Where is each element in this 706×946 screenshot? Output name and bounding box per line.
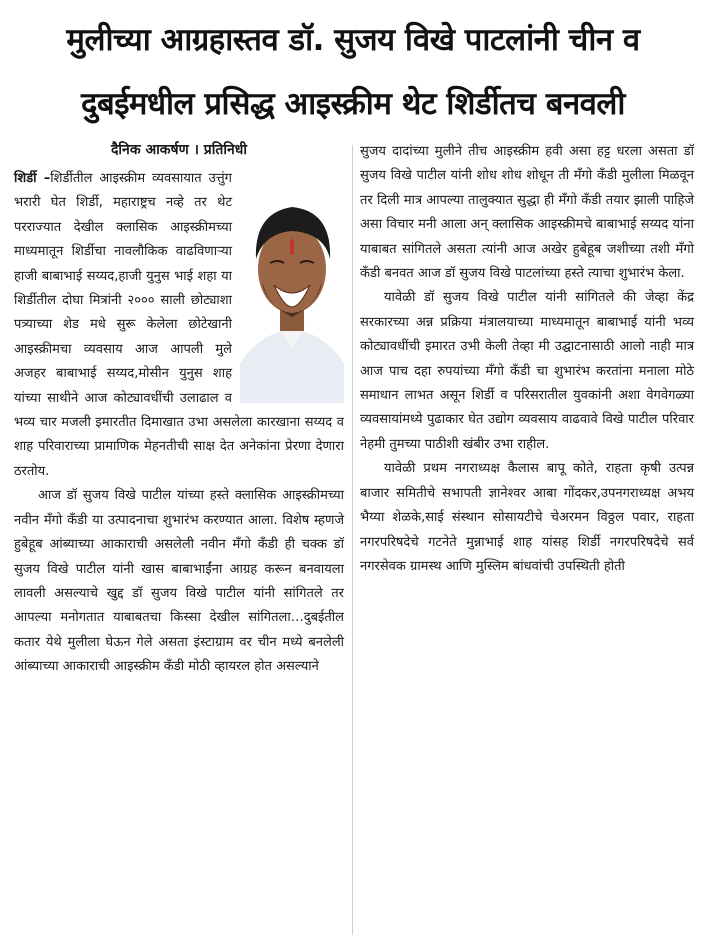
headline-line-1: मुलीच्या आग्रहास्तव डॉ. सुजय विखे पाटलांनी चीन व xyxy=(66,22,640,58)
column-divider xyxy=(352,145,353,935)
left-column xyxy=(14,140,344,680)
byline: दैनिक आकर्षण । प्रतिनिधी xyxy=(111,142,247,158)
headline-line-2: दुबईमधील प्रसिद्ध आइस्क्रीम थेट शिर्डीतच बनवली xyxy=(81,86,625,122)
right-paragraph-2: यावेळी डॉ सुजय विखे पाटील यांनी सांगितले की जेव्हा केंद्र सरकारच्या अन्न प्रक्रिया मंत्रालयाच्या माध्यमातून बाबाभाई यांनी भव्य कोट्यावधींची इमारत उभी केली तेव्हा मी उद्घाटनासाठी आलो नाही मात्र आज पाच दहा रुपयांच्या मँगो कँडी चा शुभारंभ करतांना मनाला मोठे समाधान लाभत असून शिर्डी व परिसरातील युवकांनी अशा वेगवेगळ्या व्यवसायांमध्ये पुढाकार घेत उद्योग व्यवसाय वाढवावे विखे पाटील परिवार नेहमी तुमच्या पाठीशी खंबीर उभा राहील. xyxy=(360,290,694,452)
right-paragraph-3: यावेळी प्रथम नगराध्यक्ष कैलास बापू कोते, राहता कृषी उत्पन्न बाजार समितीचे सभापती ज्ञानेश्वर आबा गोंदकर,उपनगराध्यक्ष अभय भैय्या शेळके,साई संस्थान सोसायटीचे चेअरमन विठ्ठल पवार, राहता नगरपरिषदेचे गटनेते मुन्नाभाई शाह यांसह शिर्डी नगरपरिषदेचे सर्व नगरसेवक ग्रामस्थ आणि मुस्लिम बांधवांची उपस्थिती होती xyxy=(360,461,694,574)
dateline: शिर्डी – xyxy=(14,171,51,186)
portrait-photo xyxy=(240,173,344,403)
right-column xyxy=(360,140,694,579)
portrait-illustration xyxy=(240,173,344,403)
headline xyxy=(8,8,698,136)
left-paragraph-2: आज डॉ सुजय विखे पाटील यांच्या हस्ते क्लासिक आइस्क्रीमच्या नवीन मँगो कँडी या उत्पादनाचा शुभारंभ करण्यात आला. विशेष म्हणजे हुबेहूब आंब्याच्या आकाराची असलेली नवीन मँगो कँडी ही चक्क डॉ सुजय विखे पाटील यांनी खास बाबाभाईंना आग्रह करून बनवायला लावली असल्याचे खुद्द डॉ सुजय विखे पाटील यांनी सांगितले तर आपल्या मनोगतात याबाबतचा किस्सा देखील सांगितला…दुबईतील कतार येथे मुलीला घेऊन गेले असता इंस्टाग्राम वर चीन मध्ये बनलेली आंब्याच्या आकाराची आइस्क्रीम कँडी मोठी व्हायरल होत असल्याने xyxy=(14,488,344,675)
right-paragraph-1: सुजय दादांच्या मुलीने तीच आइस्क्रीम हवी असा हट्ट धरला असता डॉ सुजय विखे पाटील यांनी शोध शोध शोधून ती मँगो कँडी मुलीला मिळवून तर दिली मात्र आपल्या तालुक्यात सुद्धा ही मँगो कँडी तयार झाली पाहिजे असा विचार मनी आला अन् क्लासिक आइस्क्रीमचे बाबाभाई सय्यद यांना याबाबत सांगितले असता त्यांनी आज अखेर हुबेहूब जशीच्या तशी मँगो कँडी बनवत आज डॉ सुजय विखे पाटलांच्या हस्ते त्याचा शुभारंभ केला. xyxy=(360,144,694,282)
left-paragraph-1-text: शिर्डीतील आइस्क्रीम व्यवसायात उत्तुंग भरारी घेत शिर्डी, महाराष्ट्रच नव्हे तर थेट परराज्यात देखील क्लासिक आइस्क्रीमच्या माध्यमातून शिर्डीचा नावलौकिक वाढविणाऱ्या हाजी बाबाभाई सय्यद,हाजी युनुस भाई शहा या शिर्डीतील दोघा मित्रांनी २००० साली छोट्याशा पत्र्याच्या शेड मधे सुरू केलेला छोटेखानी आइस्क्रीमचा व्यवसाय आज आपली मुले अजहर बाबाभाई सय्यद,मोसीन युनुस शाह यांच्या साथीने आज कोट्यावधींची उलाढाल व भव्य चार मजली इमारतीत दिमाखात उभा असलेला कारखाना सय्यद व शाह परिवाराच्या प्रामाणिक मेहनतीची साक्ष देत अनेकांना प्रेरणा देणारा ठरतोय. xyxy=(14,171,344,479)
